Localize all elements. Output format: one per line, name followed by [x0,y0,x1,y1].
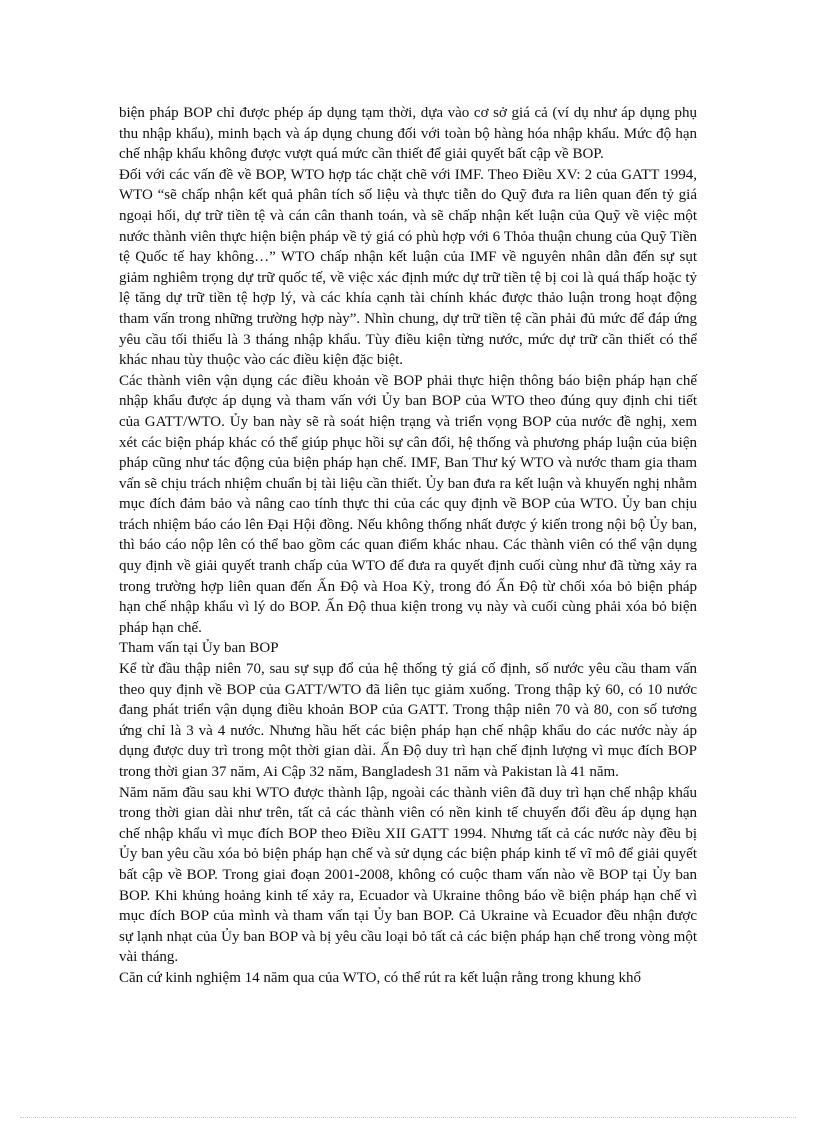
section-heading-bop-consultations: Tham vấn tại Ủy ban BOP [119,640,279,657]
paragraph-bop-conditions: biện pháp BOP chỉ được phép áp dụng tạm thời, dựa vào cơ sở giá cả (ví dụ như áp dụng phụ thu nhập khẩu), minh bạch và áp dụng chung đối với toàn bộ hàng hóa nhập khẩu. Mức độ hạn chế nhập khẩu không được vượt quá mức cần thiết để giải quyết bất cập về BOP. [119,105,697,163]
paragraph-conclusion-start: Căn cứ kinh nghiệm 14 năm qua của WTO, có thể rút ra kết luận rằng trong khung khổ [119,969,642,986]
document-body [119,103,697,989]
paragraph-consultation-history: Kể từ đầu thập niên 70, sau sự sụp đổ của hệ thống tỷ giá cố định, số nước yêu cầu tham vấn theo quy định về BOP của GATT/WTO đã liên tục giảm xuống. Trong thập kỷ 60, có 10 nước đang phát triển vận dụng điều khoản BOP của GATT. Trong thập niên 70 và 80, con số tương ứng chỉ là 3 và 4 nước. Nhưng hầu hết các biện pháp hạn chế nhập khẩu do các nước này áp dụng được duy trì trong một thời gian dài. Ấn Độ duy trì hạn chế định lượng vì mục đích BOP trong thời gian 37 năm, Ai Cập 32 năm, Bangladesh 31 năm và Pakistan là 41 năm. [119,661,697,780]
paragraph-wto-imf-cooperation: Đối với các vấn đề về BOP, WTO hợp tác chặt chẽ với IMF. Theo Điều XV: 2 của GATT 1994, WTO “sẽ chấp nhận kết quả phân tích số liệu và thực tiễn do Quỹ đưa ra liên quan đến tỷ giá ngoại hối, dự trữ tiền tệ và cán cân thanh toán, và sẽ chấp nhận kết luận của Quỹ về việc một nước thành viên thực hiện biện pháp về tỷ giá có phù hợp với 6 Thỏa thuận chung của Quỹ Tiền tệ Quốc tế hay không…” WTO chấp nhận kết luận của IMF về nguyên nhân dẫn đến sự sụt giảm nghiêm trọng dự trữ quốc tế, về việc xác định mức dự trữ tiền tệ bị coi là quá thấp hoặc tỷ lệ tăng dự trữ tiền tệ hợp lý, và các khía cạnh tài chính khác được thảo luận trong hoạt động tham vấn trong những trường hợp này”. Nhìn chung, dự trữ tiền tệ cần phải đủ mức để đáp ứng yêu cầu tối thiểu là 3 tháng nhập khẩu. Tùy điều kiện từng nước, mức dự trữ cần thiết có thể khác nhau tùy thuộc vào các điều kiện đặc biệt. [119,166,697,369]
paragraph-bop-committee-procedure: Các thành viên vận dụng các điều khoản về BOP phải thực hiện thông báo biện pháp hạn chế nhập khẩu được áp dụng và tham vấn với Ủy ban BOP của WTO theo đúng quy định chi tiết của GATT/WTO. Ủy ban này sẽ rà soát hiện trạng và triển vọng BOP của nước đề nghị, xem xét các biện pháp khác có thể giúp phục hồi sự cân đối, hệ thống và phương pháp luận của biện pháp cũng như tác động của biện pháp hạn chế. IMF, Ban Thư ký WTO và nước tham gia tham vấn sẽ chịu trách nhiệm chuẩn bị tài liệu cần thiết. Ủy ban đưa ra kết luận và khuyến nghị nhằm mục đích đảm bảo và nâng cao tính thực thi của các quy định về BOP của WTO. Ủy ban chịu trách nhiệm báo cáo lên Đại Hội đồng. Nếu không thống nhất được ý kiến trong nội bộ Ủy ban, thì báo cáo nộp lên có thể bao gồm các quan điểm khác nhau. Các thành viên có thể vận dụng quy định về giải quyết tranh chấp của WTO để đưa ra quyết định cuối cùng như đã từng xảy ra trong trường hợp liên quan đến Ấn Độ và Hoa Kỳ, trong đó Ấn Độ từ chối xóa bỏ biện pháp hạn chế nhập khẩu vì lý do BOP. Ấn Độ thua kiện trong vụ này và cuối cùng phải xóa bỏ biện pháp hạn chế. [119,372,697,636]
page-bottom-border [20,1117,796,1118]
paragraph-post-wto-consultations: Năm năm đầu sau khi WTO được thành lập, ngoài các thành viên đã duy trì hạn chế nhập khẩu trong thời gian dài như trên, tất cả các thành viên có nền kinh tế chuyển đổi đều áp dụng hạn chế nhập khẩu vì mục đích BOP theo Điều XII GATT 1994. Nhưng tất cả các nước này đều bị Ủy ban yêu cầu xóa bỏ biện pháp hạn chế và sử dụng các biện pháp kinh tế vĩ mô để giải quyết bất cập về BOP. Trong giai đoạn 2001-2008, không có cuộc tham vấn nào về BOP tại Ủy ban BOP. Khi khủng hoảng kinh tế xảy ra, Ecuador và Ukraine thông báo về biện pháp hạn chế vì mục đích BOP của mình và tham vấn tại Ủy ban BOP. Cả Ukraine và Ecuador đều nhận được sự lạnh nhạt của Ủy ban BOP và bị yêu cầu loại bỏ tất cả các biện pháp hạn chế trong vòng một vài tháng. [119,784,697,966]
